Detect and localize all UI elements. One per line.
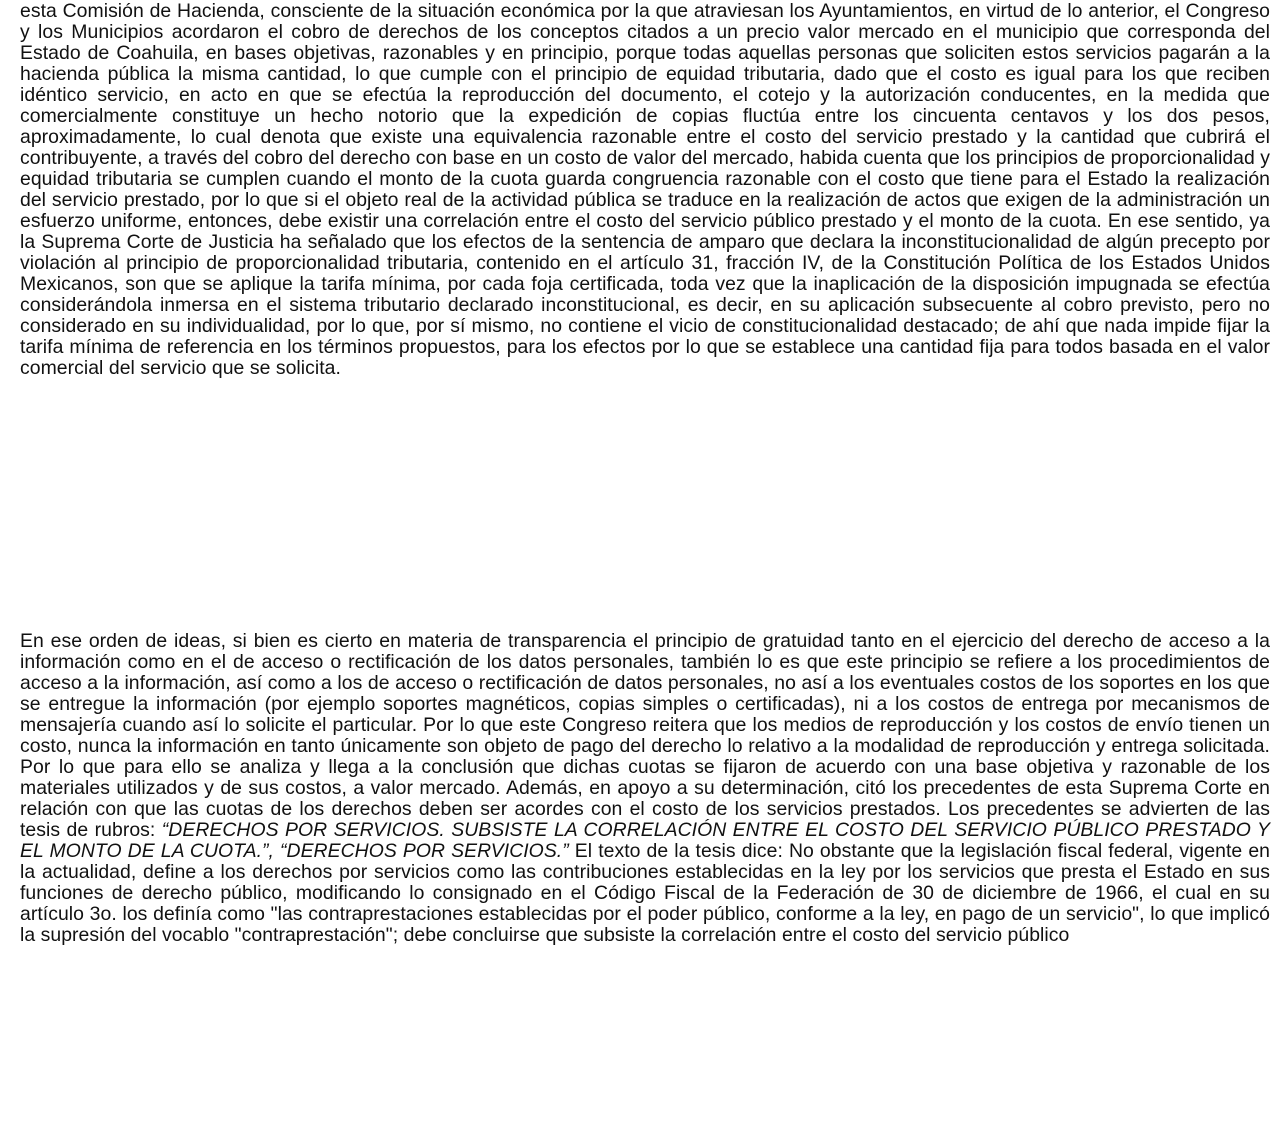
paragraph-2-text-start: En ese orden de ideas, si bien es cierto en materia de transparencia el principio de gratuidad tanto en el ejercicio del derecho de acceso a la información como en el de acceso o rectificación de los datos personales, también lo es que este principio se refiere a los procedimientos de acceso a la información, así como a los de acceso o rectificación de datos personales, no así a los eventuales costos de los soportes en los que se entregue la información (por ejemplo soportes magnéticos, copias simples o certificadas), ni a los costos de entrega por mecanismos de mensajería cuando así lo solicite el particular. Por lo que este Congreso reitera que los medios de reproducción y los costos de envío tienen un costo, nunca la información en tanto únicamente son objeto de pago del derecho lo relativo a la modalidad de reproducción y entrega solicitada. Por lo que para ello se analiza y llega a la conclusión que dichas cuotas se fijaron de acuerdo con una base objetiva y razonable de los materiales utilizados y de sus costos, a valor mercado. Además, en apoyo a su determinación, citó los precedentes de esta Suprema Corte en relación con que las cuotas de los derechos deben ser acordes con el costo de los servicios prestados. Los precedentes se advierten de las tesis de rubros:: [20, 630, 1270, 841]
body-paragraph-2: [20, 631, 1270, 946]
body-paragraph-1: [20, 1, 1270, 379]
thesis-headings-italic: “DERECHOS POR SERVICIOS. SUBSISTE LA CORRELACIÓN ENTRE EL COSTO DEL SERVICIO PÚBLICO PRESTADO Y EL MONTO DE LA CUOTA.”, “DERECHOS POR SERVICIOS.”: [20, 819, 1270, 862]
paragraph-1-text: esta Comisión de Hacienda, consciente de la situación económica por la que atraviesan los Ayuntamientos, en virtud de lo anterior, el Congreso y los Municipios acordaron el cobro de derechos de los conceptos citados a un precio valor mercado en el municipio que corresponda del Estado de Coahuila, en bases objetivas, razonables y en principio, porque todas aquellas personas que soliciten estos servicios pagarán a la hacienda pública la misma cantidad, lo que cumple con el principio de equidad tributaria, dado que el costo es igual para los que reciben idéntico servicio, en acto en que se efectúa la reproducción del documento, el cotejo y la autorización conducentes, en la medida que comercialmente constituye un hecho notorio que la expedición de copias fluctúa entre los cincuenta centavos y los dos pesos, aproximadamente, lo cual denota que existe una equivalencia razonable entre el costo del servicio prestado y la cantidad que cubrirá el contribuyente, a través del cobro del derecho con base en un costo de valor del mercado, habida cuenta que los principios de proporcionalidad y equidad tributaria se cumplen cuando el monto de la cuota guarda congruencia razonable con el costo que tiene para el Estado la realización del servicio prestado, por lo que si el objeto real de la actividad pública se traduce en la realización de actos que exigen de la administración un esfuerzo uniforme, entonces, debe existir una correlación entre el costo del servicio público prestado y el monto de la cuota. En ese sentido, ya la Suprema Corte de Justicia ha señalado que los efectos de la sentencia de amparo que declara la inconstitucionalidad de algún precepto por violación al principio de proporcionalidad tributaria, contenido en el artículo 31, fracción IV, de la Constitución Política de los Estados Unidos Mexicanos, son que se aplique la tarifa mínima, por cada foja certificada, toda vez que la inaplicación de la disposición impugnada se efectúa considerándola inmersa en el sistema tributario declarado inconstitucional, es decir, en su aplicación subsecuente al cobro previsto, pero no considerado en su individualidad, por lo que, por sí mismo, no contiene el vicio de constitucionalidad destacado; de ahí que nada impide fijar la tarifa mínima de referencia en los términos propuestos, para los efectos por lo que se establece una cantidad fija para todos basada en el valor comercial del servicio que se solicita.: [20, 0, 1271, 379]
paragraph-2-text-end: El texto de la tesis dice: No obstante que la legislación fiscal federal, vigente en la actualidad, define a los derechos por servicios como las contribuciones establecidas en la ley por los servicios que presta el Estado en sus funciones de derecho público, modificando lo consignado en el Código Fiscal de la Federación de 30 de diciembre de 1966, el cual en su artículo 3o. los definía como "las contraprestaciones establecidas por el poder público, conforme a la ley, en pago de un servicio", lo que implicó la supresión del vocablo "contraprestación"; debe concluirse que subsiste la correlación entre el costo del servicio público: [20, 840, 1270, 946]
